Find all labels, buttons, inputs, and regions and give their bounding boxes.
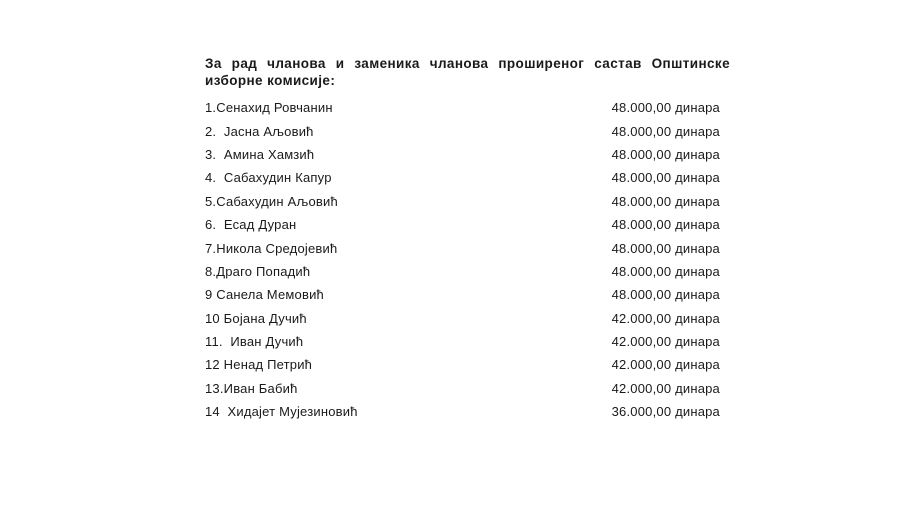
payment-amount: 48.000,00 динара xyxy=(611,146,720,162)
payment-amount: 42.000,00 динара xyxy=(611,334,720,350)
member-name: 8.Драго Попадић xyxy=(205,263,311,279)
list-item xyxy=(205,353,720,376)
payment-amount: 48.000,00 динара xyxy=(611,217,720,233)
member-name: 11. Иван Дучић xyxy=(205,334,304,350)
payment-amount: 48.000,00 динара xyxy=(611,263,720,279)
member-name: 9 Санела Мемовић xyxy=(205,287,324,303)
payment-amount: 42.000,00 динара xyxy=(611,380,720,396)
member-name: 7.Никола Средојевић xyxy=(205,240,338,256)
member-name: 5.Сабахудин Аљовић xyxy=(205,193,338,209)
list-item xyxy=(205,260,720,283)
payment-amount: 48.000,00 динара xyxy=(611,100,720,116)
list-item xyxy=(205,377,720,400)
member-name: 3. Амина Хамзић xyxy=(205,146,315,162)
list-item xyxy=(205,119,720,142)
member-name: 1.Сенахид Ровчанин xyxy=(205,100,333,116)
list-item xyxy=(205,143,720,166)
payment-amount: 42.000,00 динара xyxy=(611,310,720,326)
member-name: 14 Хидајет Мујезиновић xyxy=(205,404,358,420)
member-name: 6. Есад Дуран xyxy=(205,217,297,233)
member-name: 12 Ненад Петрић xyxy=(205,357,313,373)
member-name: 13.Иван Бабић xyxy=(205,380,298,396)
list-item xyxy=(205,213,720,236)
list-item xyxy=(205,190,720,213)
list-item xyxy=(205,400,720,423)
payment-amount: 48.000,00 динара xyxy=(611,193,720,209)
member-name: 2. Јасна Аљовић xyxy=(205,123,314,139)
payment-amount: 48.000,00 динара xyxy=(611,170,720,186)
list-item xyxy=(205,96,720,119)
list-item xyxy=(205,166,720,189)
member-name: 10 Бојана Дучић xyxy=(205,310,307,326)
payment-amount: 36.000,00 динара xyxy=(611,404,720,420)
section-heading: За рад чланова и заменика чланова проширеног састав Општинске изборне комисије: xyxy=(205,56,730,88)
member-name: 4. Сабахудин Капур xyxy=(205,170,332,186)
payment-amount: 48.000,00 динара xyxy=(611,123,720,139)
payment-list xyxy=(205,96,720,423)
list-item xyxy=(205,283,720,306)
payment-amount: 48.000,00 динара xyxy=(611,287,720,303)
payment-amount: 48.000,00 динара xyxy=(611,240,720,256)
list-item xyxy=(205,330,720,353)
list-item xyxy=(205,236,720,259)
list-item xyxy=(205,307,720,330)
payment-amount: 42.000,00 динара xyxy=(611,357,720,373)
